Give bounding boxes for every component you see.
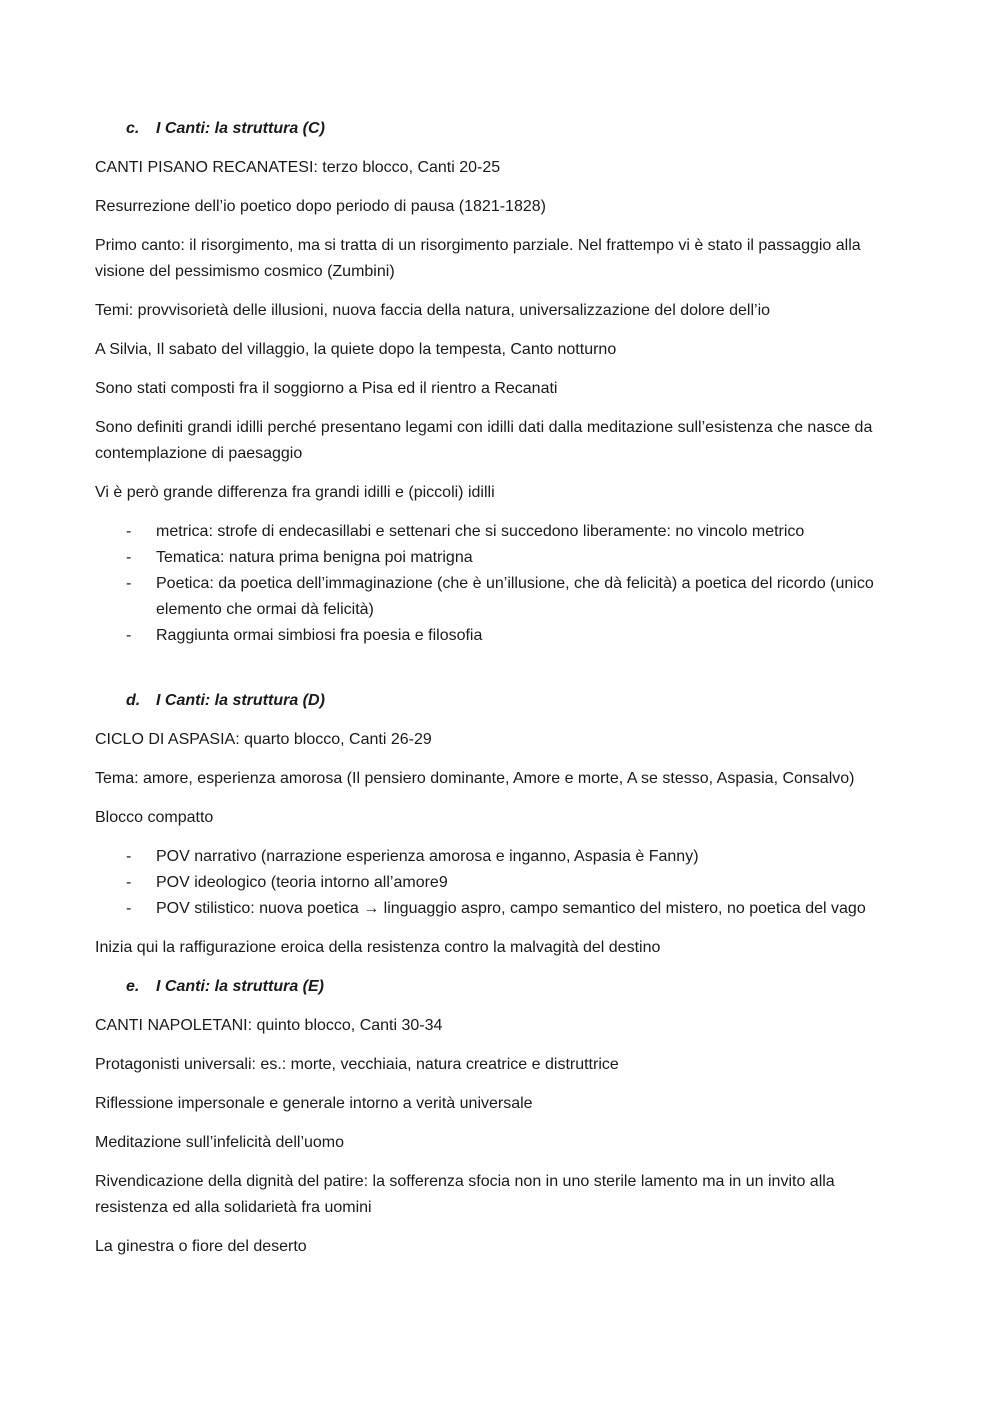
list-item: [95, 844, 905, 870]
paragraph: La ginestra o fiore del deserto: [95, 1238, 307, 1255]
paragraph: Tema: amore, esperienza amorosa (Il pensiero dominante, Amore e morte, A se stesso, Aspasia, Consalvo): [95, 770, 855, 787]
paragraph: Sono stati composti fra il soggiorno a Pisa ed il rientro a Recanati: [95, 380, 558, 397]
heading-title: I Canti: la struttura (C): [156, 120, 325, 137]
section-heading-d: [95, 688, 905, 714]
list-dash: -: [126, 523, 132, 540]
list-item-text: metrica: strofe di endecasillabi e settenari che si succedono liberamente: no vincolo metrico: [156, 523, 805, 540]
list-item: [95, 870, 905, 896]
spacer: [95, 662, 905, 688]
heading-marker: e.: [126, 978, 140, 995]
paragraph: Primo canto: il risorgimento, ma si tratta di un risorgimento parziale. Nel frattempo vi è stato il passaggio alla visione del pessimismo cosmico (Zumbini): [95, 237, 861, 280]
paragraph: CANTI PISANO RECANATESI: terzo blocco, Canti 20-25: [95, 159, 501, 176]
paragraph: Protagonisti universali: es.: morte, vecchiaia, natura creatrice e distruttrice: [95, 1056, 619, 1073]
document-page: [95, 116, 905, 1273]
heading-marker: d.: [126, 692, 141, 709]
list-item-text: Raggiunta ormai simbiosi fra poesia e filosofia: [156, 627, 483, 644]
list-item-text: Tematica: natura prima benigna poi matrigna: [156, 549, 473, 566]
paragraph: Meditazione sull’infelicità dell’uomo: [95, 1134, 345, 1151]
paragraph: CANTI NAPOLETANI: quinto blocco, Canti 30-34: [95, 1017, 443, 1034]
bullet-list-c: [95, 519, 905, 649]
heading-title: I Canti: la struttura (E): [156, 978, 325, 995]
paragraph: Temi: provvisorietà delle illusioni, nuova faccia della natura, universalizzazione del dolore dell’io: [95, 302, 771, 319]
list-dash: -: [126, 627, 132, 644]
heading-marker: c.: [126, 120, 140, 137]
paragraph: Blocco compatto: [95, 809, 214, 826]
heading-title: I Canti: la struttura (D): [156, 692, 325, 709]
paragraph: Sono definiti grandi idilli perché presentano legami con idilli dati dalla meditazione sull’esistenza che nasce da contemplazione di paesaggio: [95, 419, 873, 462]
paragraph: Riflessione impersonale e generale intorno a verità universale: [95, 1095, 533, 1112]
paragraph: Vi è però grande differenza fra grandi idilli e (piccoli) idilli: [95, 484, 495, 501]
list-item-text: POV stilistico: nuova poetica → linguaggio aspro, campo semantico del mistero, no poetica del vago: [156, 900, 866, 917]
list-dash: -: [126, 549, 132, 566]
list-dash: -: [126, 848, 132, 865]
list-item-text: POV narrativo (narrazione esperienza amorosa e inganno, Aspasia è Fanny): [156, 848, 699, 865]
list-dash: -: [126, 575, 132, 592]
paragraph: Resurrezione dell’io poetico dopo periodo di pausa (1821-1828): [95, 198, 546, 215]
paragraph: A Silvia, Il sabato del villaggio, la quiete dopo la tempesta, Canto notturno: [95, 341, 617, 358]
paragraph: Inizia qui la raffigurazione eroica della resistenza contro la malvagità del destino: [95, 939, 661, 956]
list-item: [95, 545, 905, 571]
section-heading-e: [95, 974, 905, 1000]
list-dash: -: [126, 874, 132, 891]
list-item-text: POV ideologico (teoria intorno all’amore9: [156, 874, 448, 891]
list-item-text: Poetica: da poetica dell’immaginazione (che è un’illusione, che dà felicità) a poetica del ricordo (unico elemento che ormai dà felicità): [156, 575, 874, 618]
section-heading-c: [95, 116, 905, 142]
list-item: [95, 571, 905, 623]
list-item: [95, 623, 905, 649]
list-item: [95, 519, 905, 545]
paragraph: CICLO DI ASPASIA: quarto blocco, Canti 26-29: [95, 731, 432, 748]
list-item: [95, 896, 905, 922]
paragraph: Rivendicazione della dignità del patire: la sofferenza sfocia non in uno sterile lamento ma in un invito alla resistenza ed alla solidarietà fra uomini: [95, 1173, 835, 1216]
list-dash: -: [126, 900, 132, 917]
bullet-list-d: [95, 844, 905, 922]
